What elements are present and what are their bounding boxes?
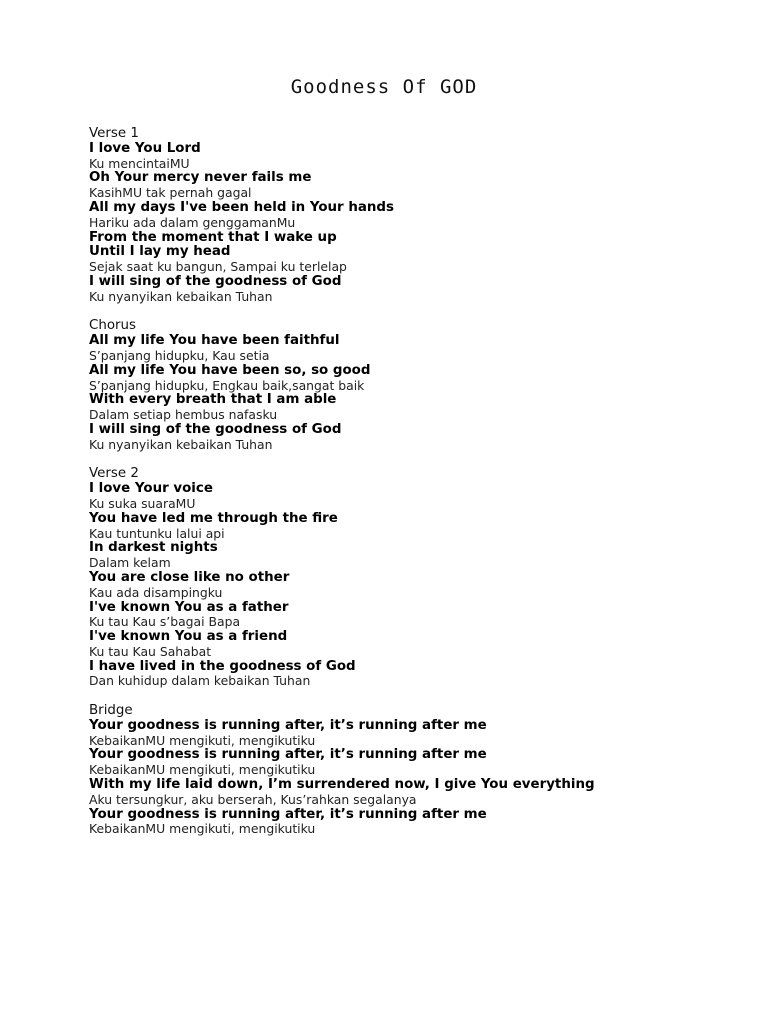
lyric-section xyxy=(89,127,729,305)
lyric-line-english: With my life laid down, I’m surrendered now, I give You everything xyxy=(89,777,595,793)
lyric-line-english: I will sing of the goodness of God xyxy=(89,273,342,289)
lyric-line-indonesian: KebaikanMU mengikuti, mengikutiku xyxy=(89,732,316,748)
section-heading: Bridge xyxy=(89,703,133,719)
lyric-line-indonesian: Ku tau Kau s’bagai Bapa xyxy=(89,614,241,630)
lyric-line-english: I've known You as a father xyxy=(89,599,289,615)
lyric-line-indonesian: Aku tersungkur, aku berserah, Kus’rahkan segalanya xyxy=(89,791,417,807)
lyric-line-indonesian: KebaikanMU mengikuti, mengikutiku xyxy=(89,762,316,778)
lyric-line-english: With every breath that I am able xyxy=(89,392,337,408)
lyric-line-english: Your goodness is running after, it’s running after me xyxy=(89,747,487,763)
lyric-line-english: All my life You have been so, so good xyxy=(89,362,371,378)
lyric-section xyxy=(89,704,729,837)
lyric-section xyxy=(89,319,729,452)
lyric-line-indonesian: Ku nyanyikan kebaikan Tuhan xyxy=(89,288,273,304)
lyric-line-indonesian: Sejak saat ku bangun, Sampai ku terlelap xyxy=(89,259,347,275)
lyric-line-indonesian: KasihMU tak pernah gagal xyxy=(89,185,252,201)
lyric-line-indonesian: Ku mencintaiMU xyxy=(89,155,190,171)
lyric-line-indonesian: Ku nyanyikan kebaikan Tuhan xyxy=(89,436,273,452)
lyric-line-indonesian: Dan kuhidup dalam kebaikan Tuhan xyxy=(89,673,311,689)
lyric-line-indonesian: KebaikanMU mengikuti, mengikutiku xyxy=(89,821,316,837)
lyric-line-english: Until I lay my head xyxy=(89,244,231,260)
lyric-line-english: You are close like no other xyxy=(89,569,290,585)
lyric-line-english: Your goodness is running after, it’s running after me xyxy=(89,717,487,733)
lyric-line-english: I love Your voice xyxy=(89,481,213,497)
lyric-line-english: All my days I've been held in Your hands xyxy=(89,199,394,215)
section-heading: Chorus xyxy=(89,318,136,334)
lyric-section xyxy=(89,467,729,689)
page-title: Goodness Of GOD xyxy=(290,76,478,98)
lyric-line-english: I love You Lord xyxy=(89,140,201,156)
lyrics-body xyxy=(89,127,729,852)
lyric-line-english: I have lived in the goodness of God xyxy=(89,658,356,674)
lyric-line-indonesian: Kau tuntunku lalui api xyxy=(89,525,225,541)
lyric-line-english: Your goodness is running after, it’s running after me xyxy=(89,806,487,822)
lyric-line-indonesian: Dalam kelam xyxy=(89,555,171,571)
section-heading: Verse 1 xyxy=(89,126,139,141)
lyric-line-indonesian: Ku tau Kau Sahabat xyxy=(89,643,212,659)
lyric-line-english: In darkest nights xyxy=(89,540,218,556)
lyric-line-english: I will sing of the goodness of God xyxy=(89,421,342,437)
lyric-line-indonesian: Dalam setiap hembus nafasku xyxy=(89,407,278,423)
lyric-line-indonesian: Hariku ada dalam genggamanMu xyxy=(89,214,296,230)
section-heading: Verse 2 xyxy=(89,466,139,482)
lyric-line-english: Oh Your mercy never fails me xyxy=(89,170,312,186)
lyric-line-indonesian: S’panjang hidupku, Engkau baik,sangat baik xyxy=(89,377,365,393)
lyric-line-english: I've known You as a friend xyxy=(89,629,288,645)
lyric-line-indonesian: S’panjang hidupku, Kau setia xyxy=(89,347,270,363)
lyric-line-english: All my life You have been faithful xyxy=(89,333,340,349)
lyric-line-english: You have led me through the fire xyxy=(89,510,338,526)
lyric-line-english: From the moment that I wake up xyxy=(89,229,337,245)
lyric-line-indonesian: Kau ada disampingku xyxy=(89,584,223,600)
lyric-line-indonesian: Ku suka suaraMU xyxy=(89,495,196,511)
